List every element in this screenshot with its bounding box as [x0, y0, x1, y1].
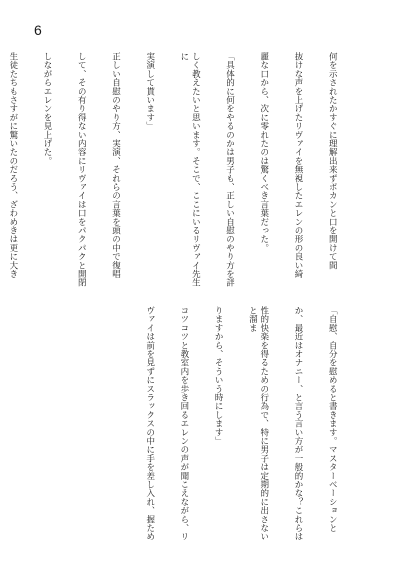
text-block-lower — [40, 306, 360, 546]
text-block-upper — [7, 52, 360, 292]
text-line: 抜けな声を上げたリヴァイを無視したエレンの形の良い綺 — [292, 52, 303, 279]
text-line: ヴァイは前を見ずにスラックスの中に手を差し入れ、握ため — [144, 306, 155, 541]
text-line: 麗な口から、次に零れたのは驚くべき言葉だった。 — [258, 52, 269, 253]
text-line: 何を示されたかすぐに理解出来ずポカンと口を開けて間 — [327, 52, 338, 270]
text-line: 正しい自慰のやり方、実演、それらの言葉を頭の中で復唱 — [110, 52, 121, 279]
text-line: コツコツと教室内を歩き回るエレンの声が聞こえながら、リ — [178, 306, 189, 541]
text-line: か、最近はオナニー、と言う言い方が一般的かな？これらは — [292, 306, 303, 541]
page-number: 6 — [34, 22, 42, 38]
text-line: 実演して貰います」 — [144, 52, 155, 131]
text-line: しながらエレンを見上げた。 — [42, 52, 53, 166]
text-line: 「自慰、自分を慰めると書きます。マスターベーションと — [327, 306, 338, 533]
text-line: りますから、そういう時にします」 — [213, 306, 224, 446]
text-line: して、その有り得ない内容にリヴァイは口をパクパクと開閉 — [76, 52, 87, 287]
text-line: 生徒たちもさすがに驚いたのだろう、ざわめきは更に大き — [7, 52, 18, 279]
text-line: 性的快楽を得るための行為で、特に男子は定期的に出さないと溜ま — [247, 306, 269, 541]
text-line: 「具体的に何をやるのかは男子も、正しい自慰のやり方を詳 — [224, 52, 235, 287]
text-line: しく教えたいと思います。そこで、ここにいるリヴァイ先生に — [178, 52, 201, 287]
